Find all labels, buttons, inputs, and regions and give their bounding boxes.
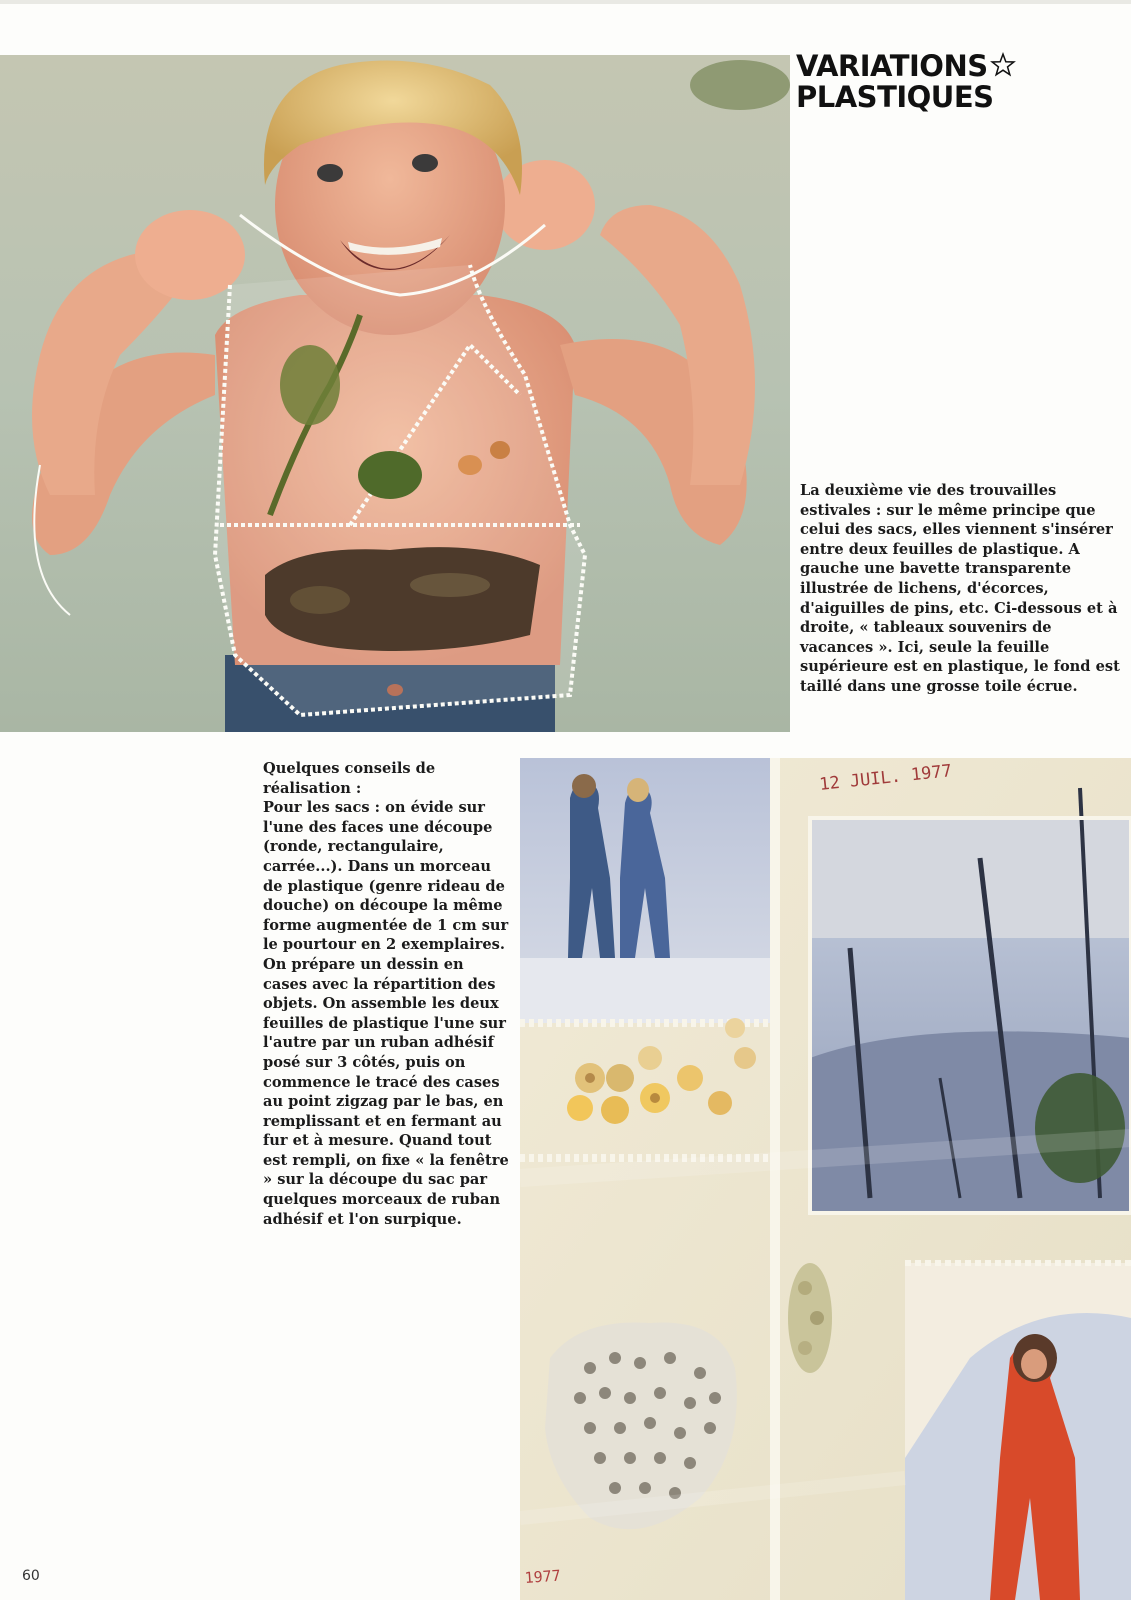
date-stamp-bottom: 1977 xyxy=(524,1566,562,1587)
title-line-1: VARIATIONS xyxy=(796,49,988,83)
conseils-text: Pour les sacs : on évide sur l'une des faces une découpe (ronde, rectangulaire, carrée...). Dans un morceau de plastique (genre rideau de douche) on découpe la même forme augmentée de 1 cm sur le pourtour en 2 exemplaires. On prépare un dessin en cases avec la répartition des objets. On assemble les deux feuilles de plastique l'une sur l'autre par un ruban adhésif posé sur 3 côtés, puis on commence le tracé des cases au point zigzag par le bas, en remplissant et en fermant au fur et à mesure. Quand tout est rempli, on fixe « la fenêtre » sur la découpe du sac par quelques morceaux de ruban adhésif et l'on surpique. xyxy=(263,799,509,1228)
child-with-plastic-bib-photo xyxy=(0,55,790,732)
page-title xyxy=(796,49,1116,114)
conseils-column xyxy=(263,759,509,1229)
photo-caption xyxy=(800,481,1122,697)
conseils-heading: Quelques conseils de réalisation : xyxy=(263,760,436,797)
page-number: 60 xyxy=(22,1568,40,1584)
vacation-souvenir-board-photo xyxy=(520,758,1131,1600)
star-outline-icon xyxy=(990,52,1016,83)
date-stamp: 12 JUIL. 1977 xyxy=(818,761,953,795)
top-edge-rule xyxy=(0,0,1131,4)
title-line-2: PLASTIQUES xyxy=(796,80,994,114)
caption-text: La deuxième vie des trouvailles estivales : sur le même principe que celui des sacs, elles viennent s'insérer entre deux feuilles de plastique. A gauche une bavette transparente illustrée de lichens, d'écorces, d'aiguilles de pins, etc. Ci-dessous et à droite, « tableaux souvenirs de vacances ». Ici, seule la feuille supérieure est en plastique, le fond est taillé dans une grosse toile écrue. xyxy=(800,482,1120,695)
